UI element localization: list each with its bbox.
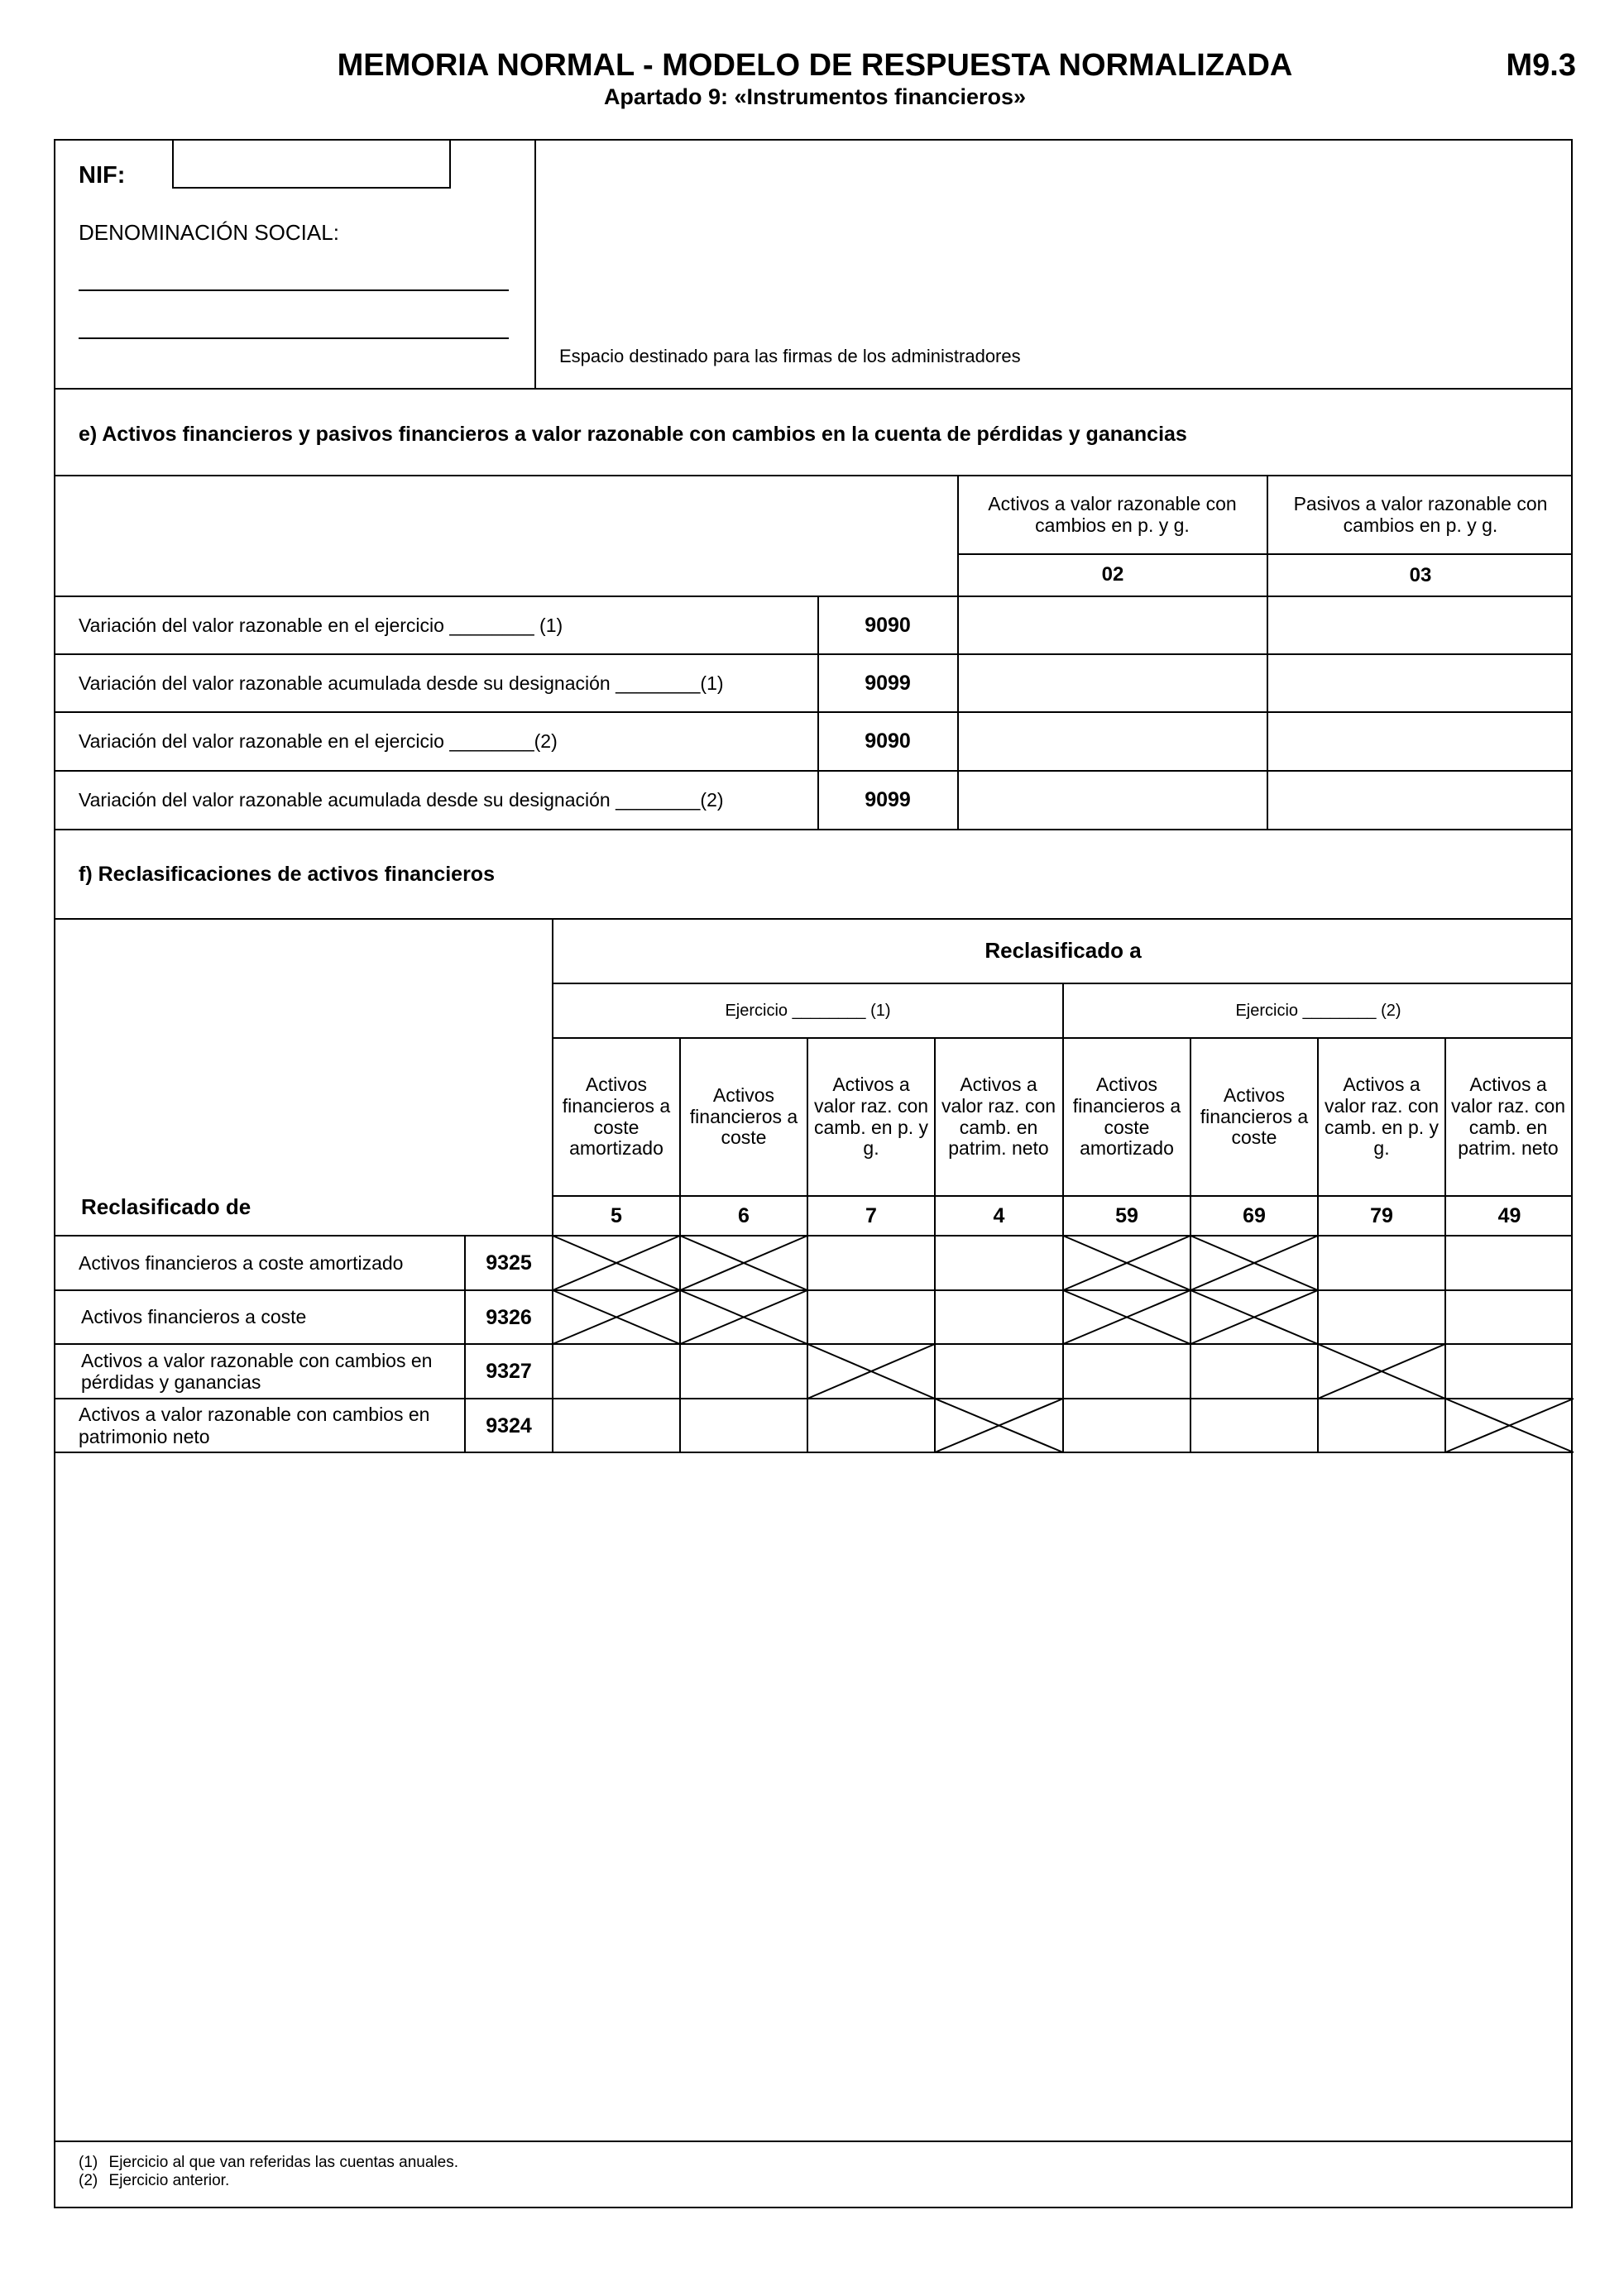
f-col-code-7: 7 (865, 1204, 877, 1227)
cross-mark-icon (553, 1236, 680, 1290)
footnote-2 (79, 2172, 229, 2190)
f-row-label: Activos financieros a coste amortizado (79, 1251, 404, 1274)
e-input-activos[interactable] (959, 713, 1265, 768)
e-input-activos[interactable] (959, 772, 1265, 826)
f-col-code-6: 6 (738, 1204, 750, 1227)
e-col-header-activos: Activos a valor razonable con cambios en p. y g. (988, 492, 1237, 536)
e-row-code: 9099 (865, 672, 911, 695)
f-col-header-5: Activos financieros a coste amortizado (1072, 1074, 1181, 1160)
f-col-code-79: 79 (1370, 1204, 1393, 1227)
cross-mark-icon (680, 1236, 807, 1290)
f-input-cell[interactable] (936, 1345, 1061, 1397)
f-input-cell[interactable] (1446, 1236, 1572, 1289)
nif-field[interactable] (172, 139, 451, 189)
footnote-mark: (2) (79, 2172, 98, 2189)
f-col-code-5: 5 (611, 1204, 622, 1227)
reclasificado-a-label: Reclasificado a (984, 938, 1142, 964)
f-col-code-59: 59 (1115, 1204, 1138, 1227)
e-row-code: 9099 (865, 788, 911, 811)
f-col-header-6: Activos financieros a coste (1200, 1083, 1309, 1149)
e-col-code-03: 03 (1409, 563, 1432, 586)
f-input-cell[interactable] (1064, 1399, 1189, 1451)
e-input-activos[interactable] (959, 655, 1265, 710)
f-row-label: Activos a valor razonable con cambios en pérdidas y ganancias (81, 1349, 433, 1393)
f-col-header-1: Activos financieros a coste amortizado (562, 1074, 671, 1160)
footnote-1 (79, 2154, 458, 2172)
nif-label: NIF: (79, 162, 126, 189)
ejercicio-2-label: Ejercicio ________ (2) (1235, 1001, 1401, 1020)
f-col-code-49: 49 (1497, 1204, 1521, 1227)
f-col-header-7: Activos a valor raz. con camb. en p. y g. (1324, 1074, 1440, 1160)
denominacion-line-2[interactable] (79, 337, 509, 339)
f-input-cell[interactable] (936, 1236, 1061, 1289)
f-input-cell[interactable] (1191, 1399, 1316, 1451)
e-col-code-02: 02 (1101, 562, 1124, 586)
f-row-label: Activos a valor razonable con cambios en patrimonio neto (79, 1404, 430, 1447)
f-col-header-2: Activos financieros a coste (689, 1083, 798, 1149)
f-input-cell[interactable] (553, 1399, 678, 1451)
page-title: MEMORIA NORMAL - MODELO DE RESPUESTA NORMALIZADA (337, 48, 1293, 83)
f-input-cell[interactable] (808, 1291, 933, 1342)
e-input-activos[interactable] (959, 597, 1265, 652)
f-input-cell[interactable] (808, 1236, 933, 1289)
ejercicio-1-label: Ejercicio ________ (1) (725, 1001, 891, 1020)
f-input-cell[interactable] (808, 1399, 933, 1451)
e-col-header-pasivos: Pasivos a valor razonable con cambios en p. y g. (1293, 492, 1548, 536)
f-col-header-8: Activos a valor raz. con camb. en patrim. neto (1450, 1074, 1566, 1160)
f-input-cell[interactable] (553, 1345, 678, 1397)
f-row-label: Activos financieros a coste (81, 1306, 307, 1328)
e-input-pasivos[interactable] (1268, 597, 1571, 652)
f-input-cell[interactable] (1064, 1345, 1189, 1397)
footnote-text: Ejercicio al que van referidas las cuentas anuales. (108, 2154, 458, 2171)
e-row-label: Variación del valor razonable en el ejercicio ________(2) (79, 729, 558, 752)
cross-mark-icon (553, 1290, 680, 1344)
form-code: M9.3 (1506, 48, 1576, 83)
footnote-text: Ejercicio anterior. (108, 2172, 230, 2189)
footnote-mark: (1) (79, 2154, 98, 2171)
denominacion-line-1[interactable] (79, 289, 509, 291)
cross-mark-icon (680, 1290, 807, 1344)
f-col-code-69: 69 (1243, 1204, 1266, 1227)
f-input-cell[interactable] (1446, 1345, 1572, 1397)
firmas-label: Espacio destinado para las firmas de los administradores (559, 346, 1021, 366)
f-input-cell[interactable] (1446, 1291, 1572, 1342)
cross-mark-icon (1063, 1236, 1190, 1290)
f-row-code: 9327 (486, 1360, 532, 1383)
f-row-code: 9326 (486, 1305, 532, 1329)
e-row-label: Variación del valor razonable en el ejercicio ________ (1) (79, 614, 563, 636)
section-e-title: e) Activos financieros y pasivos financieros a valor razonable con cambios en la cuenta de pérdidas y ganancias (79, 423, 1187, 446)
cross-mark-icon (1063, 1290, 1190, 1344)
e-row-label: Variación del valor razonable acumulada desde su designación ________(1) (79, 672, 724, 694)
page-subtitle: Apartado 9: «Instrumentos financieros» (603, 84, 1027, 109)
e-input-pasivos[interactable] (1268, 772, 1571, 826)
reclasificado-de-label: Reclasificado de (81, 1194, 252, 1219)
cross-mark-icon (935, 1399, 1063, 1452)
f-col-code-4: 4 (993, 1204, 1005, 1227)
e-row-code: 9090 (865, 614, 911, 637)
e-input-pasivos[interactable] (1268, 655, 1571, 710)
section-f-title: f) Reclasificaciones de activos financieros (79, 863, 495, 886)
cross-mark-icon (1190, 1290, 1318, 1344)
f-col-header-4: Activos a valor raz. con camb. en patrim. neto (941, 1074, 1056, 1160)
e-input-pasivos[interactable] (1268, 713, 1571, 768)
f-input-cell[interactable] (1319, 1236, 1444, 1289)
cross-mark-icon (1318, 1344, 1445, 1399)
e-row-label: Variación del valor razonable acumulada desde su designación ________(2) (79, 788, 724, 811)
denominacion-label: DENOMINACIÓN SOCIAL: (79, 220, 339, 245)
f-input-cell[interactable] (681, 1345, 806, 1397)
f-row-code: 9324 (486, 1413, 532, 1437)
f-input-cell[interactable] (1319, 1291, 1444, 1342)
cross-mark-icon (1190, 1236, 1318, 1290)
f-row-code: 9325 (486, 1251, 532, 1275)
cross-mark-icon (1445, 1399, 1574, 1452)
f-input-cell[interactable] (936, 1291, 1061, 1342)
e-row-code: 9090 (865, 729, 911, 753)
f-input-cell[interactable] (1319, 1399, 1444, 1451)
cross-mark-icon (807, 1344, 935, 1399)
f-input-cell[interactable] (1191, 1345, 1316, 1397)
f-input-cell[interactable] (681, 1399, 806, 1451)
f-col-header-3: Activos a valor raz. con camb. en p. y g. (813, 1074, 929, 1160)
